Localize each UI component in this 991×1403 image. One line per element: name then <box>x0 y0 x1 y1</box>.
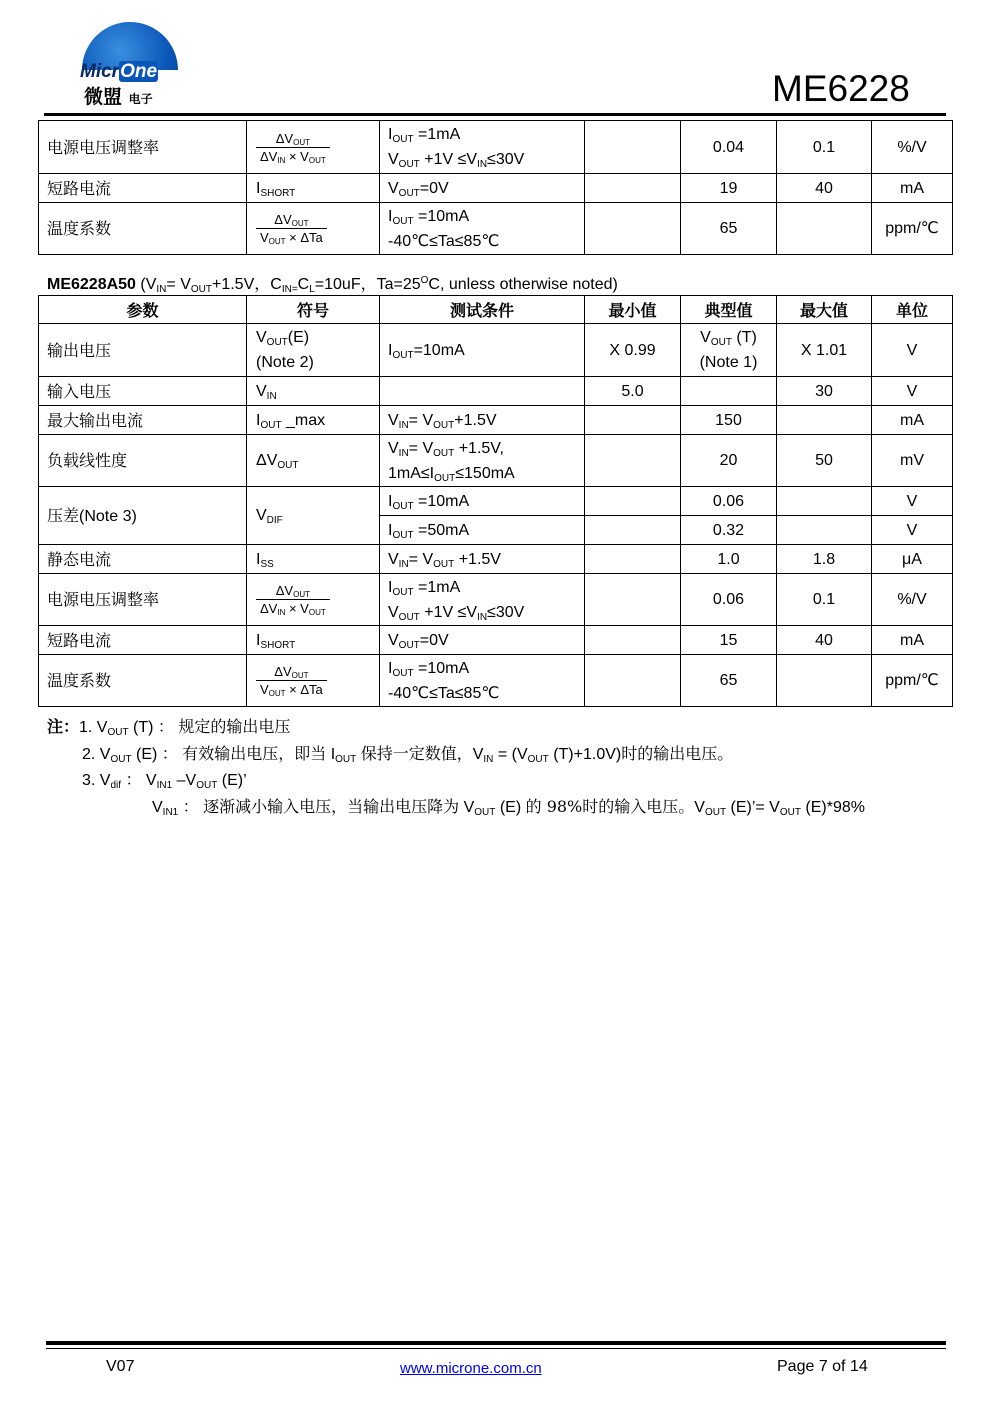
typ-cell: 1.0 <box>681 545 777 574</box>
max-cell: 30 <box>777 377 872 406</box>
min-cell <box>585 203 681 255</box>
unit-cell: ppm/℃ <box>872 203 953 255</box>
unit-cell: V <box>872 516 953 545</box>
typ-cell <box>681 377 777 406</box>
max-cell <box>777 516 872 545</box>
table-row <box>39 487 953 516</box>
typ-cell: 65 <box>681 203 777 255</box>
typ-cell: 15 <box>681 626 777 655</box>
unit-cell: V <box>872 324 953 377</box>
param-cell: 温度系数 <box>39 655 247 707</box>
unit-cell: %/V <box>872 574 953 626</box>
model-number: ME6228 <box>772 68 910 109</box>
table-row <box>39 324 953 377</box>
param-cell: 短路电流 <box>39 626 247 655</box>
typ-cell: 19 <box>681 174 777 203</box>
min-cell: X 0.99 <box>585 324 681 377</box>
min-cell <box>585 655 681 707</box>
document-version: V07 <box>106 1358 135 1375</box>
column-header: 最大值 <box>777 296 872 324</box>
param-cell: 电源电压调整率 <box>39 574 247 626</box>
unit-cell: V <box>872 377 953 406</box>
column-header: 最小值 <box>585 296 681 324</box>
symbol-cell: $\Delta V_{OUT}$ <box>247 435 380 487</box>
min-cell <box>585 626 681 655</box>
typ-cell: 20 <box>681 435 777 487</box>
symbol-cell: $V_{OUT}(E)$ (Note 2) <box>247 324 380 377</box>
symbol-cell: $\frac{\Delta V_{OUT}}{V_{OUT} \times \Delta Ta}$ <box>247 203 380 255</box>
symbol-cell: $I_{OUT}$ _max <box>247 406 380 435</box>
column-header: 测试条件 <box>380 296 585 324</box>
symbol-cell: $V_{DIF}$ <box>247 487 380 545</box>
max-cell: 0.1 <box>777 574 872 626</box>
condition-cell: $I_{OUT} =10mA$ <box>380 487 585 516</box>
min-cell <box>585 174 681 203</box>
table-row <box>39 406 953 435</box>
condition-cell: $V_{OUT}=0V$ <box>380 174 585 203</box>
param-cell: 电源电压调整率 <box>39 121 247 174</box>
typ-cell: 150 <box>681 406 777 435</box>
max-cell: 0.1 <box>777 121 872 174</box>
continued-spec-table <box>38 120 953 255</box>
condition-cell <box>380 377 585 406</box>
table-row <box>39 203 953 255</box>
symbol-cell: $I_{SHORT}$ <box>247 174 380 203</box>
table-row <box>39 626 953 655</box>
table-row <box>39 121 953 174</box>
section-title: ME6228A50 ($V_{IN}= V_{OUT}+1.5V$，$C_{IN=}C_L=10uF$，$Ta=25^OC$, unless otherwise noted) <box>47 275 618 295</box>
symbol-cell: $I_{SHORT}$ <box>247 626 380 655</box>
param-cell: 短路电流 <box>39 174 247 203</box>
min-cell <box>585 545 681 574</box>
table-row <box>39 174 953 203</box>
note-4: $V_{IN1}$ ： 逐渐减小输入电压，当输出电压降为 $V_{OUT}$ (E) 的 98%时的输入电压。$V_{OUT}$ (E)’= $V_{OUT}$ (E)*98% <box>152 797 865 818</box>
column-header: 单位 <box>872 296 953 324</box>
min-cell: 5.0 <box>585 377 681 406</box>
typ-cell: 65 <box>681 655 777 707</box>
condition-cell: $V_{OUT}=0V$ <box>380 626 585 655</box>
typ-cell: 0.32 <box>681 516 777 545</box>
table-row <box>39 655 953 707</box>
max-cell: X 1.01 <box>777 324 872 377</box>
condition-cell: $I_{OUT}=10mA$ <box>380 324 585 377</box>
typ-cell: 0.06 <box>681 487 777 516</box>
table-row <box>39 377 953 406</box>
min-cell <box>585 516 681 545</box>
unit-cell: ppm/℃ <box>872 655 953 707</box>
condition-cell: $V_{IN}= V_{OUT} +1.5V$, $1mA\le I_{OUT}\le 150mA$ <box>380 435 585 487</box>
condition-cell: $V_{IN}= V_{OUT}+1.5V$ <box>380 406 585 435</box>
unit-cell: mA <box>872 406 953 435</box>
unit-cell: mA <box>872 626 953 655</box>
column-header: 参数 <box>39 296 247 324</box>
param-cell: 压差(Note 3) <box>39 487 247 545</box>
param-cell: 负载线性度 <box>39 435 247 487</box>
company-logo <box>78 22 182 108</box>
table-row <box>39 574 953 626</box>
table-row <box>39 545 953 574</box>
table-header-row <box>39 296 953 324</box>
condition-cell: $V_{IN}= V_{OUT} +1.5V$ <box>380 545 585 574</box>
min-cell <box>585 406 681 435</box>
typ-cell: 0.04 <box>681 121 777 174</box>
unit-cell: V <box>872 487 953 516</box>
max-cell <box>777 203 872 255</box>
symbol-cell: $\frac{\Delta V_{OUT}}{\Delta V_{IN} \times V_{OUT}}$ <box>247 121 380 174</box>
unit-cell: μA <box>872 545 953 574</box>
condition-cell: $I_{OUT} =50mA$ <box>380 516 585 545</box>
unit-cell: mA <box>872 174 953 203</box>
param-cell: 最大输出电流 <box>39 406 247 435</box>
max-cell: 40 <box>777 174 872 203</box>
max-cell <box>777 487 872 516</box>
max-cell: 1.8 <box>777 545 872 574</box>
min-cell <box>585 121 681 174</box>
min-cell <box>585 574 681 626</box>
symbol-cell: $I_{SS}$ <box>247 545 380 574</box>
unit-cell: mV <box>872 435 953 487</box>
typ-cell: $V_{OUT}$ (T) (Note 1) <box>681 324 777 377</box>
website-link[interactable]: www.microne.com.cn <box>400 1360 542 1377</box>
condition-cell: $I_{OUT} =1mA$ $V_{OUT} +1V \le V_{IN}\le 30V$ <box>380 121 585 174</box>
column-header: 符号 <box>247 296 380 324</box>
logo-chinese-name: 微盟 电子 <box>84 86 153 108</box>
param-cell: 静态电流 <box>39 545 247 574</box>
condition-cell: $I_{OUT} =10mA$ -40℃≤Ta≤85℃ <box>380 203 585 255</box>
header-divider <box>44 113 946 116</box>
max-cell: 40 <box>777 626 872 655</box>
unit-cell: %/V <box>872 121 953 174</box>
min-cell <box>585 487 681 516</box>
symbol-cell: $V_{IN}$ <box>247 377 380 406</box>
note-1: 注：1. $V_{OUT}$ (T) ： 规定的输出电压 <box>47 717 291 738</box>
column-header: 典型值 <box>681 296 777 324</box>
param-cell: 输入电压 <box>39 377 247 406</box>
min-cell <box>585 435 681 487</box>
note-2: 2. $V_{OUT}$ (E) ： 有效输出电压，即当 $I_{OUT}$ 保持一定数值，$V_{IN} = (V_{OUT}$ (T)+1.0V)时的输出电压。 <box>82 744 734 765</box>
symbol-cell: $\frac{\Delta V_{OUT}}{\Delta V_{IN} \times V_{OUT}}$ <box>247 574 380 626</box>
table-row <box>39 435 953 487</box>
condition-cell: $I_{OUT} =10mA$ -40℃≤Ta≤85℃ <box>380 655 585 707</box>
page-number: Page 7 of 14 <box>777 1358 868 1375</box>
typ-cell: 0.06 <box>681 574 777 626</box>
footer-divider <box>46 1341 946 1345</box>
notes-section <box>47 714 865 821</box>
max-cell: 50 <box>777 435 872 487</box>
max-cell <box>777 655 872 707</box>
max-cell <box>777 406 872 435</box>
param-cell: 输出电压 <box>39 324 247 377</box>
footer-divider-thin <box>46 1348 946 1349</box>
param-cell: 温度系数 <box>39 203 247 255</box>
note-3: 3. $V_{dif}$ ： $V_{IN1}$ $-V_{OUT}$ (E)’ <box>82 772 247 791</box>
condition-cell: $I_{OUT} =1mA$ $V_{OUT} +1V \le V_{IN}\le 30V$ <box>380 574 585 626</box>
logo-wordmark: MicrOne <box>80 61 158 82</box>
electrical-characteristics-table <box>38 295 953 707</box>
symbol-cell: $\frac{\Delta V_{OUT}}{V_{OUT} \times \Delta Ta}$ <box>247 655 380 707</box>
